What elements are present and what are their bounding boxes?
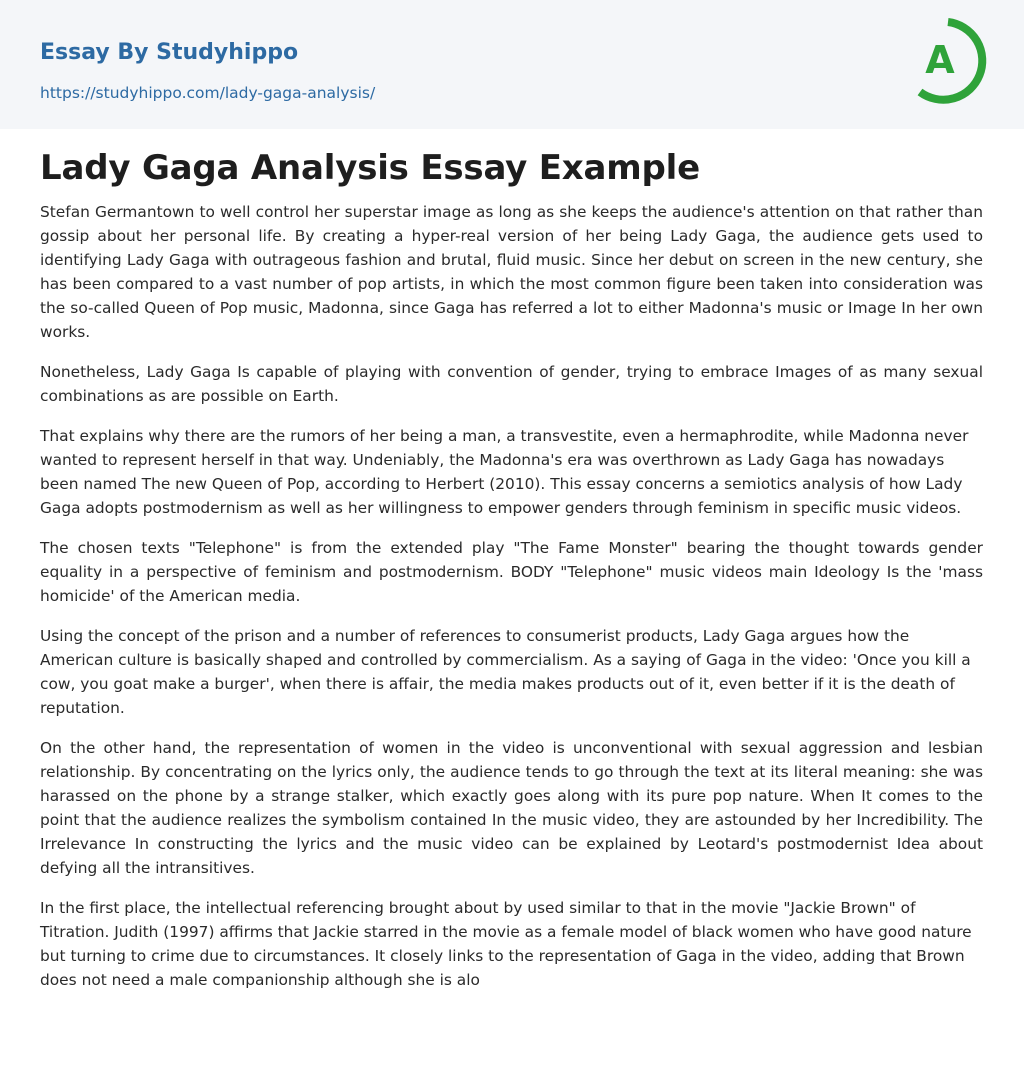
site-brand[interactable]: Essay By Studyhippo [40,40,299,65]
logo-letter: A [925,38,955,82]
article-url-link[interactable]: https://studyhippo.com/lady-gaga-analysis/ [40,84,376,102]
paragraph: Nonetheless, Lady Gaga Is capable of playing with convention of gender, trying to embrace Images of as many sexual combinations as are possible on Earth. [40,363,983,405]
essay-body [40,200,983,1008]
paragraph: The chosen texts "Telephone" is from the extended play "The Fame Monster" bearing the thought towards gender equality in a perspective of feminism and postmodernism. BODY "Telephone" music videos main Ideology Is the 'mass homicide' of the American media. [40,539,983,605]
paragraph: Stefan Germantown to well control her superstar image as long as she keeps the audience's attention on that rather than gossip about her personal life. By creating a hyper-real version of her being Lady Gaga, the audience gets used to identifying Lady Gaga with outrageous fashion and brutal, fluid music. Since her debut on screen in the new century, she has been compared to a vast number of pop artists, in which the most common figure been taken into consideration was the so-called Queen of Pop music, Madonna, since Gaga has referred a lot to either Madonna's music or Image In her own works. [40,203,983,341]
paragraph: In the first place, the intellectual referencing brought about by used similar to that in the movie "Jackie Brown" of Titration. Judith (1997) affirms that Jackie starred in the movie as a female model of black women who have good nature but turning to crime due to circumstances. It closely links to the representation of Gaga in the video, adding that Brown does not need a male companionship although she is alo [40,899,972,989]
studyhippo-logo-icon[interactable] [906,17,990,107]
paragraph: Using the concept of the prison and a number of references to consumerist products, Lady Gaga argues how the American culture is basically shaped and controlled by commercialism. As a saying of Gaga in the video: 'Once you kill a cow, you goat make a burger', when there is affair, the media makes products out of it, even better if it is the death of reputation. [40,627,971,717]
paragraph: On the other hand, the representation of women in the video is unconventional with sexual aggression and lesbian relationship. By concentrating on the lyrics only, the audience tends to go through the text at its literal meaning: she was harassed on the phone by a strange stalker, which exactly goes along with its pure pop nature. When It comes to the point that the audience realizes the symbolism contained In the music video, they are astounded by her Incredibility. The Irrelevance In constructing the lyrics and the music video can be explained by Leotard's postmodernist Idea about defying all the intransitives. [40,739,983,877]
paragraph: That explains why there are the rumors of her being a man, a transvestite, even a hermaphrodite, while Madonna never wanted to represent herself in that way. Undeniably, the Madonna's era was overthrown as Lady Gaga has nowadays been named The new Queen of Pop, according to Herbert (2010). This essay concerns a semiotics analysis of how Lady Gaga adopts postmodernism as well as her willingness to empower genders through feminism in specific music videos. [40,427,969,517]
page-title: Lady Gaga Analysis Essay Example [40,148,700,188]
